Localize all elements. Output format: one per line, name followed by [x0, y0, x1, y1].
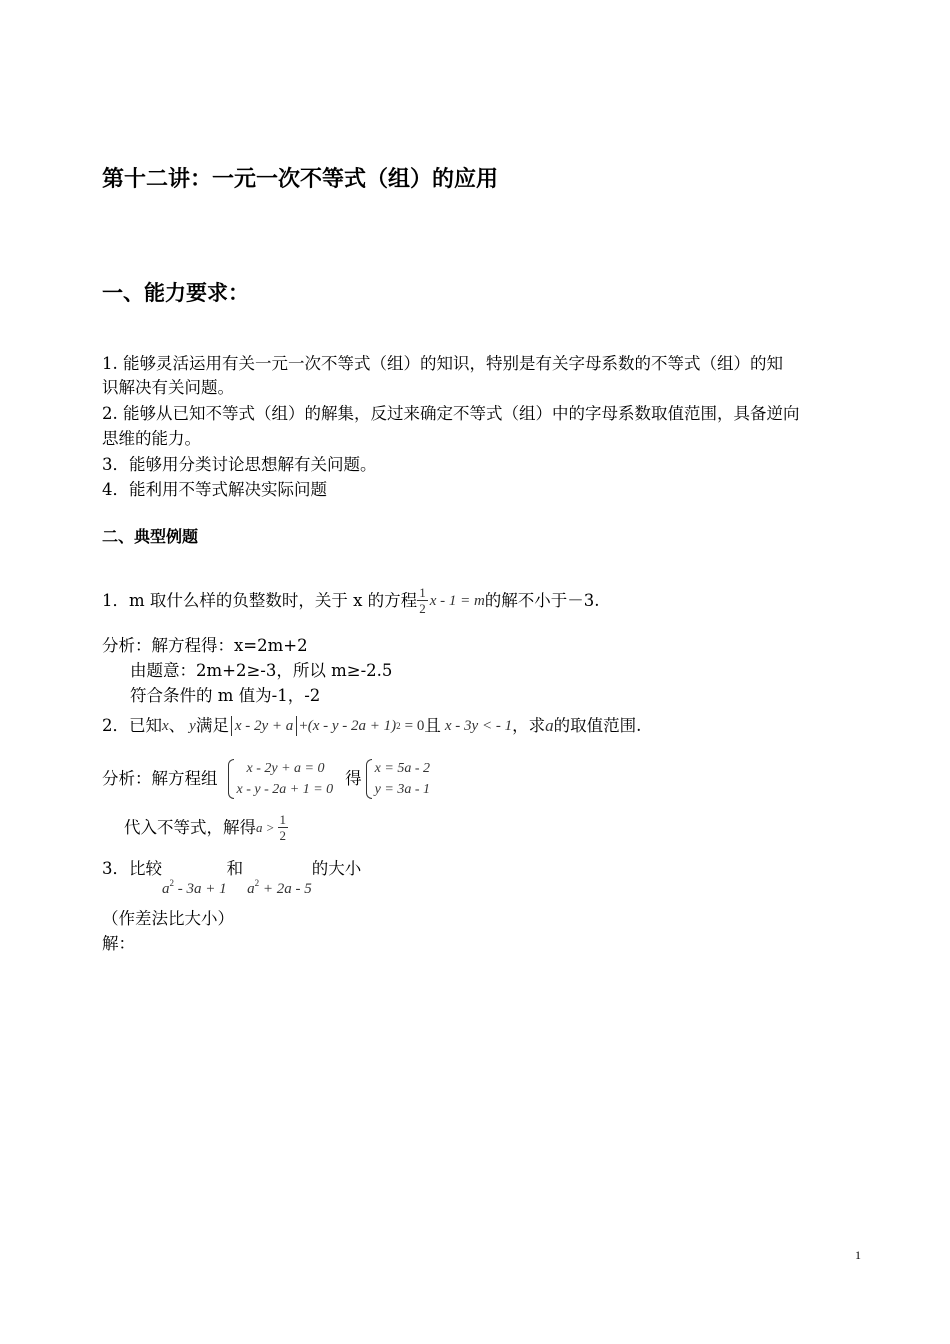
solution-system: x = 5a - 2 y = 3a - 1 [366, 758, 430, 800]
requirement-line: 识解决有关问题。 [102, 378, 234, 397]
squared-expr: (x - y - 2a + 1) [307, 718, 397, 734]
example-2-result: 代入不等式，解得 a > $\frac{1}{2}$ [124, 812, 287, 843]
brace-icon [366, 759, 372, 799]
example-2: 2．已知 x 、 y 满足 x - 2y + a + (x - y - 2a + 1) 2 = 0 且 x - 3y < - 1 ，求 a 的取值范围. [102, 716, 642, 735]
requirement-line: 思维的能力。 [102, 429, 201, 448]
method-note: （作差法比大小） [102, 909, 234, 928]
absolute-value-expr: x - 2y + a [231, 716, 297, 736]
requirement-line: 4．能利用不等式解决实际问题 [102, 480, 327, 499]
equation-system: x - 2y + a = 0 x - y - 2a + 1 = 0 [228, 758, 334, 800]
analysis-line: 由题意：2m+2≥-3，所以 m≥-2.5 [130, 661, 393, 680]
solution-label: 解： [102, 934, 135, 953]
requirement-line: 3．能够用分类讨论思想解有关问题。 [102, 455, 377, 474]
inequality-condition: x - 3y < - 1 [444, 718, 513, 734]
page-number: 1 [855, 1248, 861, 1262]
example-2-analysis: 分析：解方程组 x - 2y + a = 0 x - y - 2a + 1 = 0 得 x = 5a - 2 y = 3a - 1 [102, 758, 430, 800]
brace-icon [228, 759, 234, 799]
requirement-line: 1. 能够灵活运用有关一元一次不等式（组）的知识，特别是有关字母系数的不等式（组）的知 [102, 354, 783, 373]
fraction-one-half: $\frac{1}{2}$ [279, 812, 287, 843]
var-y: y [189, 718, 196, 734]
section-heading-examples: 二、典型例题 [102, 527, 199, 546]
expression-1: $a^2 - 3a + 1$ [162, 878, 227, 897]
example-3: 3．比较 $a^2 - 3a + 1$ 和 $a^2 + 2a - 5$ 的大小 [102, 859, 362, 897]
var-x: x [162, 718, 169, 734]
example-1 [102, 585, 600, 616]
analysis-line: 分析：解方程得：x=2m+2 [102, 636, 308, 655]
fraction-one-half: $\frac{1}{2}$ [419, 585, 426, 616]
example-1-suffix: 的解不小于－3. [484, 590, 600, 610]
analysis-line: 符合条件的 m 值为-1，-2 [130, 686, 321, 705]
var-a: a [545, 716, 554, 735]
section-heading-requirements: 一、能力要求： [102, 281, 249, 305]
page-title: 第十二讲：一元一次不等式（组）的应用 [102, 167, 499, 192]
expression-2: $a^2 + 2a - 5$ [247, 878, 312, 897]
requirement-line: 2. 能够从已知不等式（组）的解集，反过来确定不等式（组）中的字母系数取值范围，具备逆向 [102, 404, 800, 423]
equation: x - 1 = m [429, 592, 485, 609]
example-1-text: 1．m 取什么样的负整数时，关于 x 的方程 [102, 590, 418, 610]
